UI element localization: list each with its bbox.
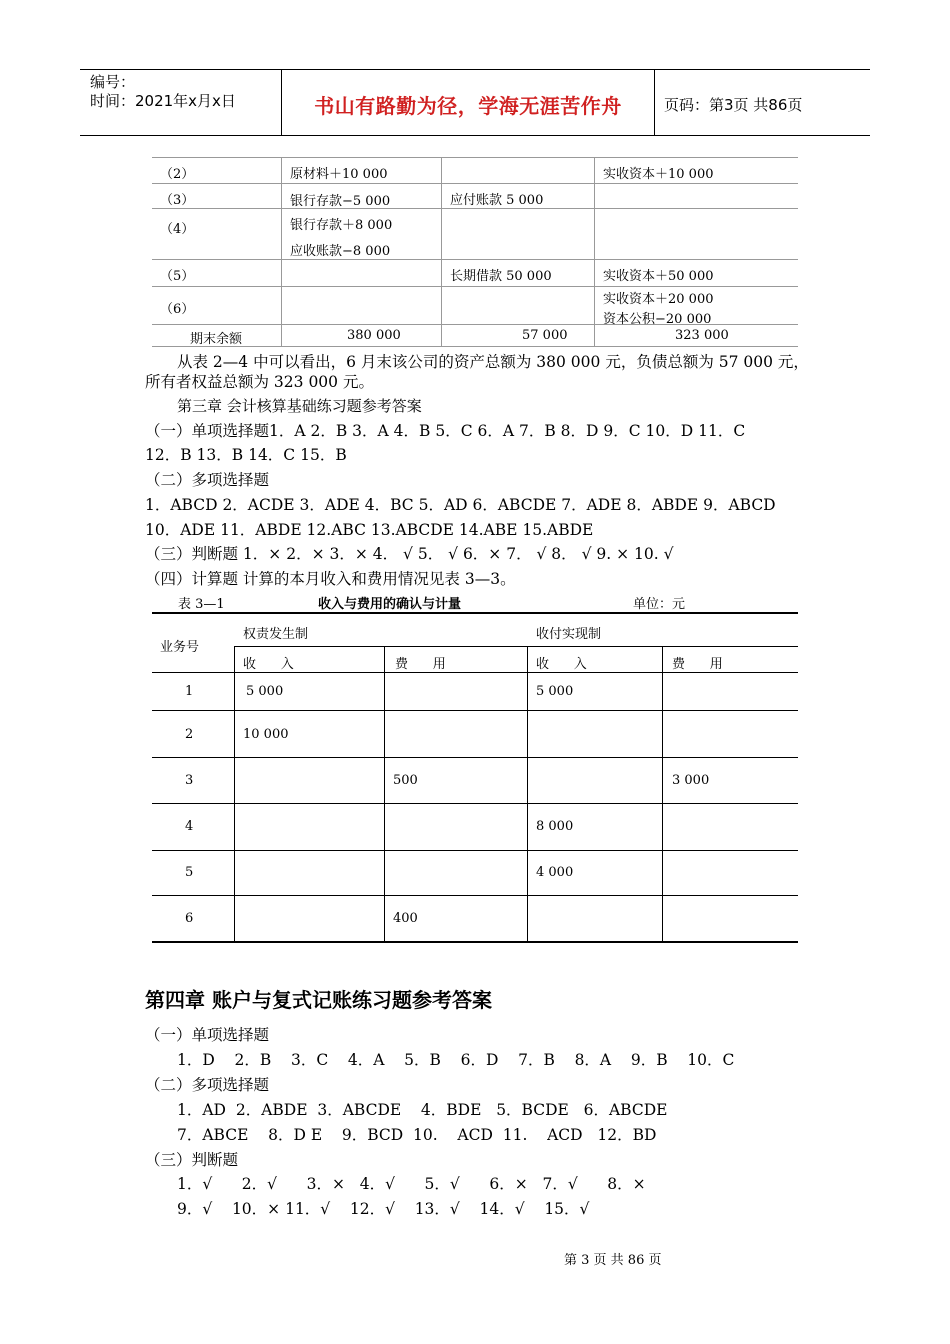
ch4-judge-line-1: 1．√ 2．√ 3．× 4．√ 5．√ 6．× 7．√ 8．× bbox=[177, 1175, 646, 1193]
equity-entry: 资本公积−20 000 bbox=[603, 312, 712, 327]
table-row-rule bbox=[152, 803, 798, 804]
ch3-multi-line-1: 1．ABCD 2．ACDE 3．ADE 4．BC 5．AD 6．ABCDE 7．ADE 8．ABDE 9．ABCD bbox=[145, 496, 776, 514]
row-id: （4） bbox=[160, 222, 195, 237]
liability-entry: 应付账款 5 000 bbox=[450, 193, 544, 208]
table-top-rule bbox=[152, 612, 798, 614]
table-col-rule bbox=[234, 646, 235, 942]
equity-entry: 实收资本＋50 000 bbox=[603, 269, 714, 284]
table-caption-number: 表 3—1 bbox=[178, 597, 225, 612]
ch4-multi-line-2: 7．ABCE 8．D E 9．BCD 10. ACD 11. ACD 12．BD bbox=[177, 1126, 657, 1144]
ch3-multi-line-2: 10．ADE 11．ABDE 12.ABC 13.ABCDE 14.ABE 15.ABDE bbox=[145, 521, 594, 539]
table-col-rule bbox=[441, 157, 442, 346]
ch3-judge-line: （三）判断题 1．× 2．× 3．× 4． √ 5． √ 6．× 7． √ 8． √ 9. × 10. √ bbox=[145, 545, 674, 563]
ch3-calc-line: （四）计算题 计算的本月收入和费用情况见表 3—3。 bbox=[145, 570, 516, 588]
col-cash-expense: 费 用 bbox=[672, 657, 723, 672]
ch3-single-line-1: （一）单项选择题1．A 2．B 3．A 4．B 5．C 6．A 7．B 8．D 9．C 10．D 11．C bbox=[145, 422, 746, 440]
row-id: （2） bbox=[160, 167, 195, 182]
ch3-single-label: （一）单项选择题 bbox=[145, 422, 270, 440]
ch4-judge-line-2: 9．√ 10．× 11．√ 12．√ 13．√ 14．√ 15．√ bbox=[177, 1200, 590, 1218]
chapter4-title: 第四章 账户与复式记账练习题参考答案 bbox=[145, 988, 492, 1012]
col-group-cash: 收付实现制 bbox=[536, 627, 602, 642]
table-rule bbox=[152, 183, 798, 184]
total-liabilities: 57 000 bbox=[522, 328, 568, 343]
doc-number-label: 编号： bbox=[90, 73, 136, 91]
summary-line-2: 所有者权益总额为 323 000 元。 bbox=[145, 373, 374, 391]
row-id: 2 bbox=[185, 727, 194, 742]
equity-entry: 实收资本＋10 000 bbox=[603, 167, 714, 182]
table-row-rule bbox=[152, 757, 798, 758]
table-header-rule bbox=[152, 672, 798, 673]
table-rule bbox=[152, 286, 798, 287]
row-id: 1 bbox=[185, 684, 194, 699]
accrual-income: 5 000 bbox=[246, 684, 284, 699]
table-bottom-rule bbox=[152, 941, 798, 943]
footer-page-number: 第 3 页 共 86 页 bbox=[564, 1253, 662, 1268]
cash-income: 5 000 bbox=[536, 684, 574, 699]
cash-expense: 3 000 bbox=[672, 773, 710, 788]
table-rule bbox=[152, 208, 798, 209]
table-col-rule bbox=[384, 646, 385, 942]
ch4-single-label: （一）单项选择题 bbox=[145, 1026, 270, 1044]
ch3-multi-label: （二）多项选择题 bbox=[145, 471, 270, 489]
asset-entry: 应收账款−8 000 bbox=[290, 244, 391, 259]
table-rule bbox=[152, 259, 798, 260]
header-page-info: 页码：第3页 共86页 bbox=[664, 96, 803, 114]
row-id: （5） bbox=[160, 269, 195, 284]
asset-entry: 银行存款＋8 000 bbox=[290, 218, 393, 233]
accrual-expense: 400 bbox=[393, 911, 418, 926]
col-group-accrual: 权责发生制 bbox=[243, 627, 309, 642]
ch4-judge-label: （三）判断题 bbox=[145, 1151, 239, 1169]
total-assets: 380 000 bbox=[347, 328, 401, 343]
table-col-rule bbox=[527, 646, 528, 942]
equity-entry: 实收资本＋20 000 bbox=[603, 292, 714, 307]
row-id: 5 bbox=[185, 865, 194, 880]
asset-entry: 原材料＋10 000 bbox=[290, 167, 388, 182]
ch4-multi-label: （二）多项选择题 bbox=[145, 1076, 270, 1094]
table-caption-unit: 单位：元 bbox=[633, 597, 686, 612]
asset-entry: 银行存款−5 000 bbox=[290, 194, 391, 209]
cash-income: 4 000 bbox=[536, 865, 574, 880]
row-id: （3） bbox=[160, 193, 195, 208]
header-divider-right bbox=[654, 69, 655, 136]
table-row-rule bbox=[152, 895, 798, 896]
liability-entry: 长期借款 50 000 bbox=[450, 269, 552, 284]
table-col-rule bbox=[662, 646, 663, 942]
table-row-rule bbox=[152, 850, 798, 851]
total-equity: 323 000 bbox=[675, 328, 729, 343]
col-business-no: 业务号 bbox=[160, 640, 200, 655]
col-cash-income: 收 入 bbox=[536, 657, 587, 672]
accrual-expense: 500 bbox=[393, 773, 418, 788]
table-rule bbox=[152, 346, 798, 347]
summary-line-1: 从表 2—4 中可以看出，6 月末该公司的资产总额为 380 000 元，负债总额为 57 000 元， bbox=[177, 353, 809, 371]
header-motto: 书山有路勤为径，学海无涯苦作舟 bbox=[314, 94, 622, 118]
table-row-rule bbox=[152, 710, 798, 711]
col-accrual-income: 收 入 bbox=[243, 657, 294, 672]
table-col-rule bbox=[281, 157, 282, 346]
ch4-single-line: 1．D 2．B 3．C 4．A 5．B 6．D 7．B 8．A 9．B 10．C bbox=[177, 1051, 735, 1069]
chapter3-title: 第三章 会计核算基础练习题参考答案 bbox=[177, 397, 422, 415]
row-id: （6） bbox=[160, 302, 195, 317]
table-col-rule bbox=[594, 157, 595, 346]
row-id: 3 bbox=[185, 773, 194, 788]
doc-time-label: 时间：2021年x月x日 bbox=[90, 92, 236, 110]
table-rule bbox=[152, 157, 798, 158]
col-accrual-expense: 费 用 bbox=[395, 657, 446, 672]
header-top-rule bbox=[80, 69, 870, 70]
ch3-single-line-2: 12．B 13．B 14．C 15．B bbox=[145, 446, 347, 464]
accrual-income: 10 000 bbox=[243, 727, 289, 742]
cash-income: 8 000 bbox=[536, 819, 574, 834]
table-caption-title: 收入与费用的确认与计量 bbox=[318, 597, 462, 612]
row-id: 6 bbox=[185, 911, 194, 926]
row-id: 4 bbox=[185, 819, 194, 834]
ch4-multi-line-1: 1．AD 2．ABDE 3．ABCDE 4．BDE 5．BCDE 6．ABCDE bbox=[177, 1101, 668, 1119]
header-bottom-rule bbox=[80, 135, 870, 136]
total-label: 期末余额 bbox=[190, 332, 243, 347]
table-group-rule bbox=[234, 646, 798, 647]
